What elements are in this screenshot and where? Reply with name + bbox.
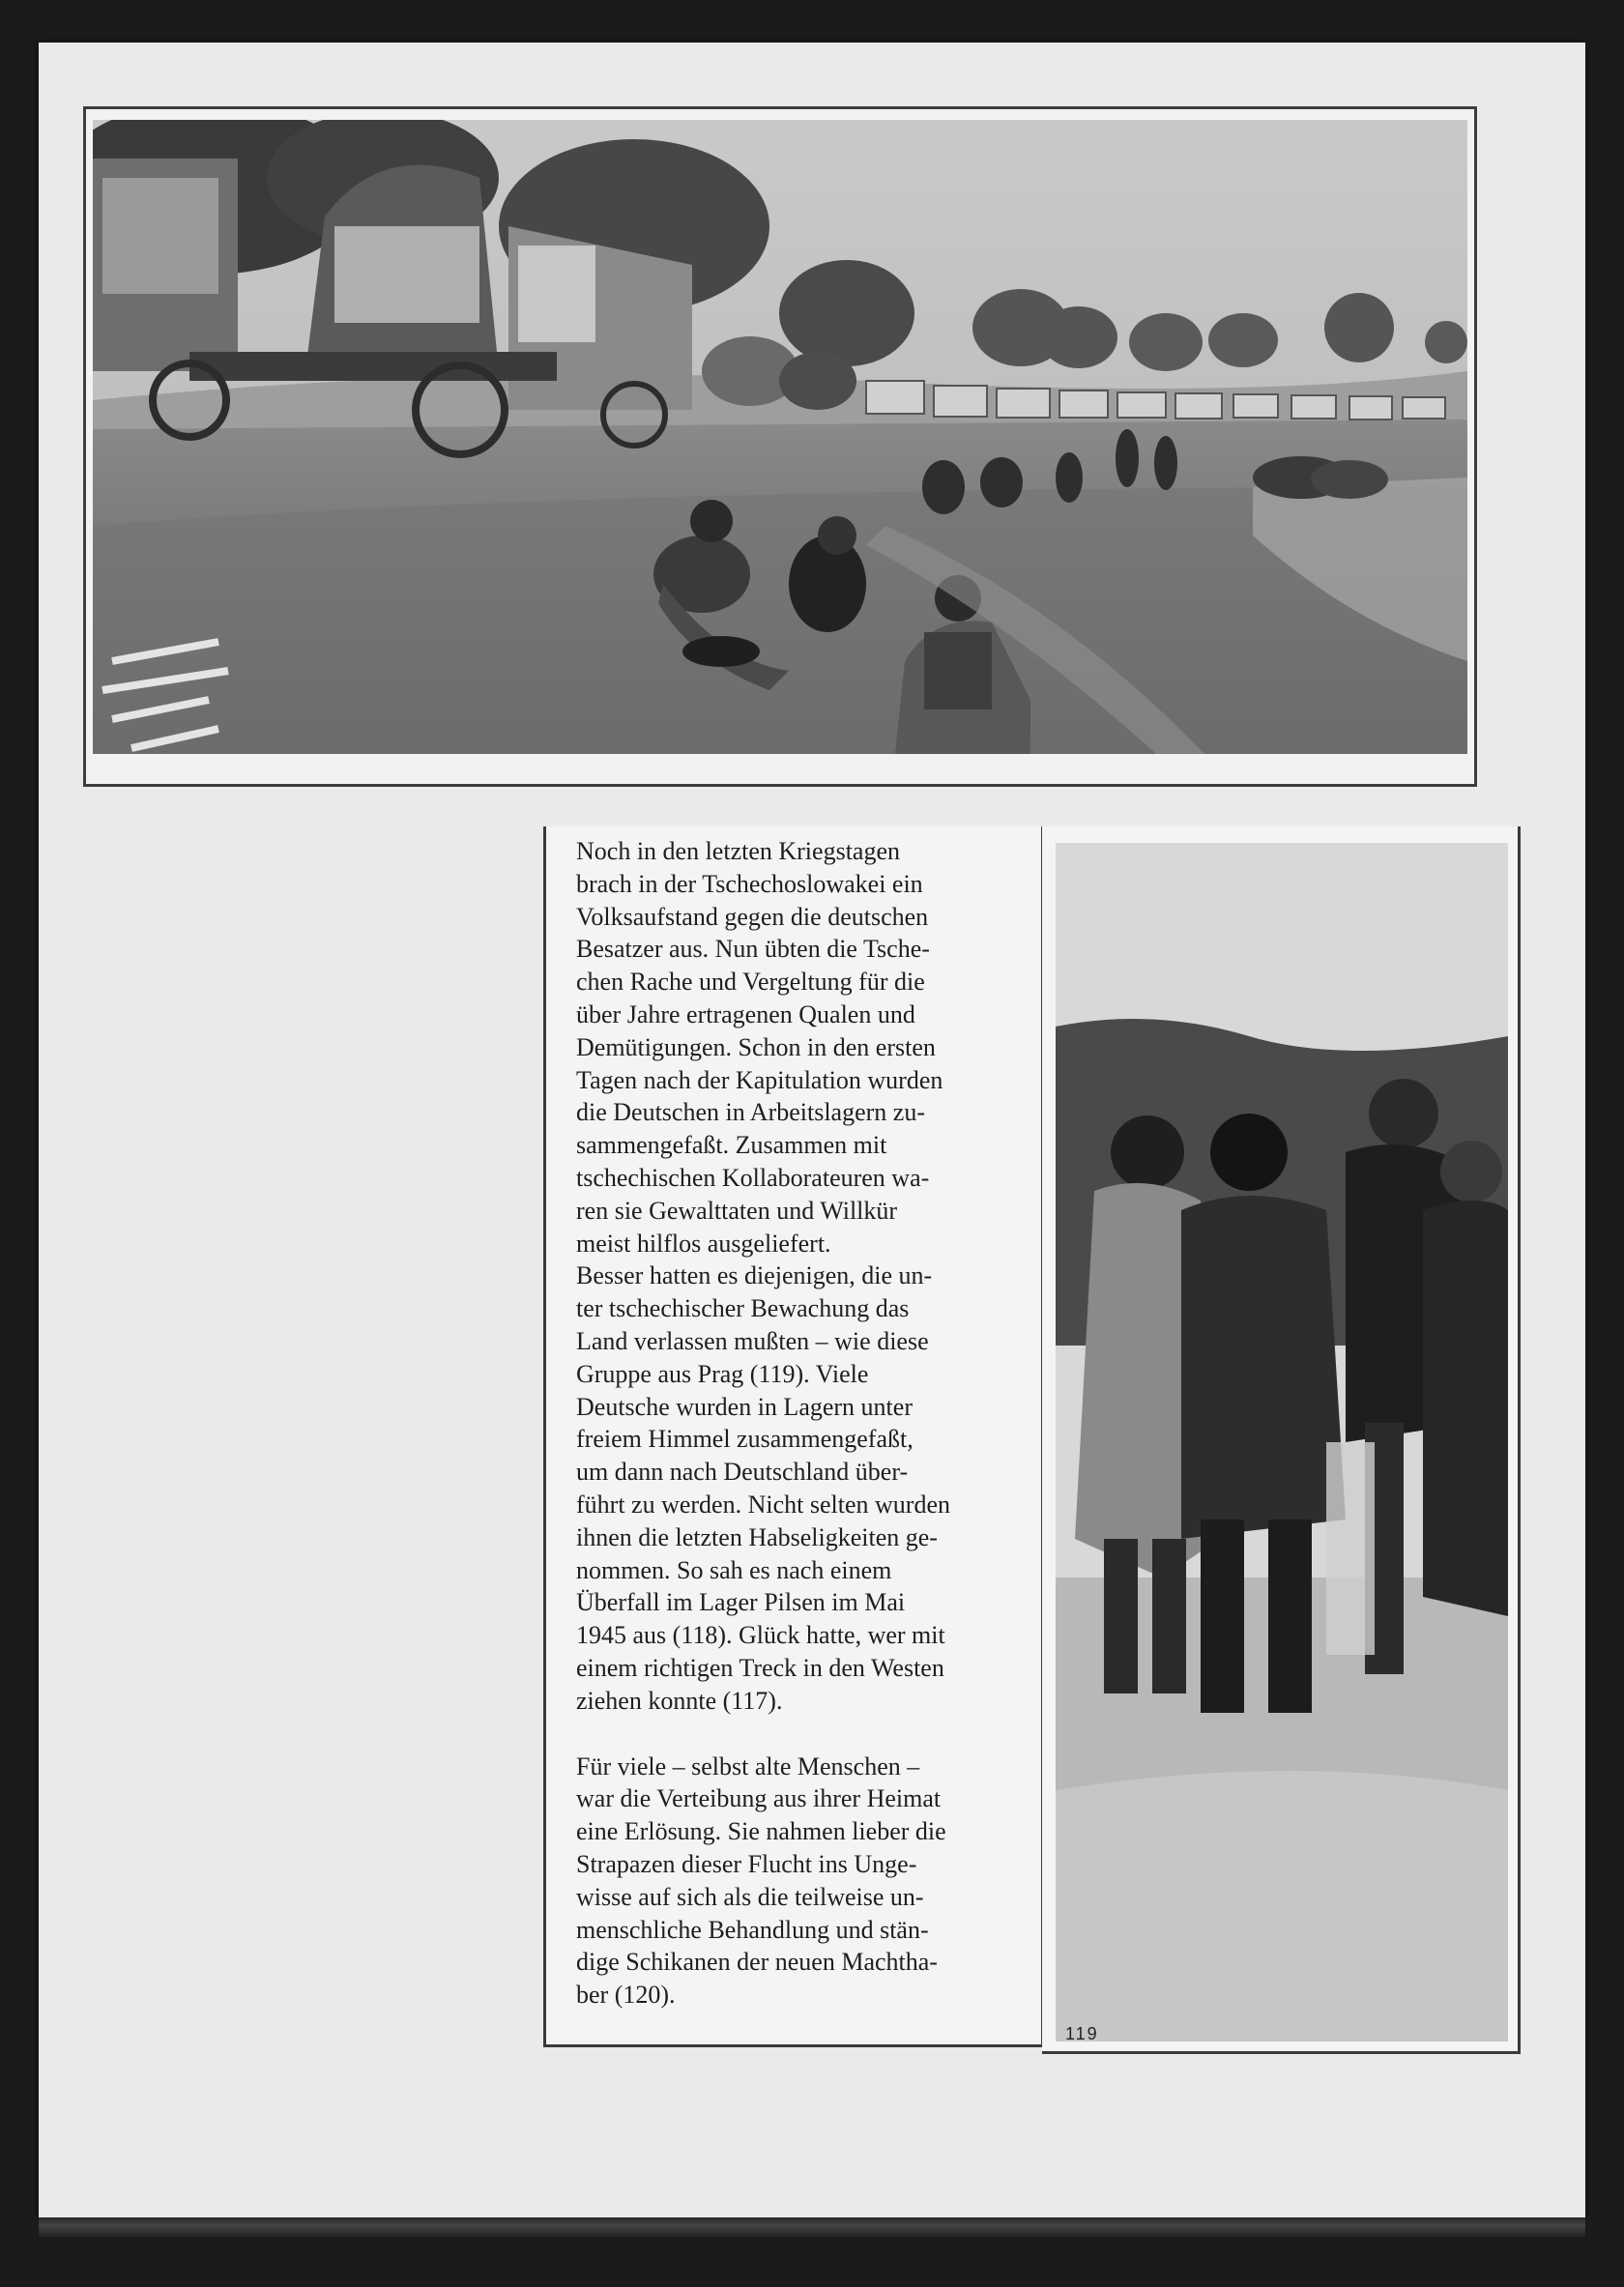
text-line: 1945 aus (118). Glück hatte, wer mit [576,1621,945,1650]
text-line: Besser hatten es diejenigen, die un- [576,1261,933,1290]
text-line: ber (120). [576,1981,676,2010]
text-line: Strapazen dieser Flucht ins Unge- [576,1849,917,1878]
wagon-trek-photo [93,120,1467,754]
text-line: um dann nach Deutschland über- [576,1458,909,1487]
paragraph-1 [576,835,1029,1718]
text-line: ter tschechischer Bewachung das [576,1294,910,1323]
body-text-column [576,835,1029,2012]
text-line: nommen. So sah es nach einem [576,1555,892,1584]
text-line: Für viele – selbst alte Menschen – [576,1751,920,1780]
text-line: Gruppe aus Prag (119). Viele [576,1359,869,1388]
text-line: Besatzer aus. Nun übten die Tsche- [576,935,930,964]
text-line: sammengefaßt. Zusammen mit [576,1131,887,1160]
text-line: einem richtigen Treck in den Westen [576,1653,944,1682]
text-line: Noch in den letzten Kriegstagen [576,837,900,865]
group-prague-photo [1056,843,1508,2041]
text-line: Land verlassen mußten – wie diese [576,1326,929,1355]
text-line: wisse auf sich als die teilweise un- [576,1882,924,1911]
text-line: meist hilflos ausgeliefert. [576,1229,831,1258]
text-line: brach in der Tschechoslowakei ein [576,869,923,898]
text-line: Demütigungen. Schon in den ersten [576,1032,936,1061]
text-line: war die Verteibung aus ihrer Heimat [576,1784,942,1813]
text-line: ihnen die letzten Habseligkeiten ge- [576,1522,938,1551]
group-illustration [1056,843,1508,2041]
text-line: menschliche Behandlung und stän- [576,1915,929,1944]
text-line: tschechischen Kollaborateuren wa- [576,1163,930,1192]
text-line: eine Erlösung. Sie nahmen lieber die [576,1817,946,1846]
text-line: Tagen nach der Kapitulation wurden [576,1065,943,1094]
page-bottom-edge [39,2217,1585,2237]
paragraph-2 [576,1751,1029,2012]
text-line: Überfall im Lager Pilsen im Mai [576,1588,906,1617]
text-line: über Jahre ertragenen Qualen und [576,999,915,1028]
wagon-trek-illustration [93,120,1467,754]
text-line: Volksaufstand gegen die deutschen [576,902,929,931]
text-line: Deutsche wurden in Lagern unter [576,1392,913,1421]
text-line: freiem Himmel zusammengefaßt, [576,1425,914,1454]
photo-number: 119 [1065,2024,1099,2043]
text-line: die Deutschen in Arbeitslagern zu- [576,1098,925,1127]
text-line: ziehen konnte (117). [576,1686,783,1715]
text-line: führt zu werden. Nicht selten wurden [576,1490,950,1519]
text-line: ren sie Gewalttaten und Willkür [576,1196,898,1225]
text-line: dige Schikanen der neuen Machtha- [576,1948,938,1977]
text-line: chen Rache und Vergeltung für die [576,968,925,997]
